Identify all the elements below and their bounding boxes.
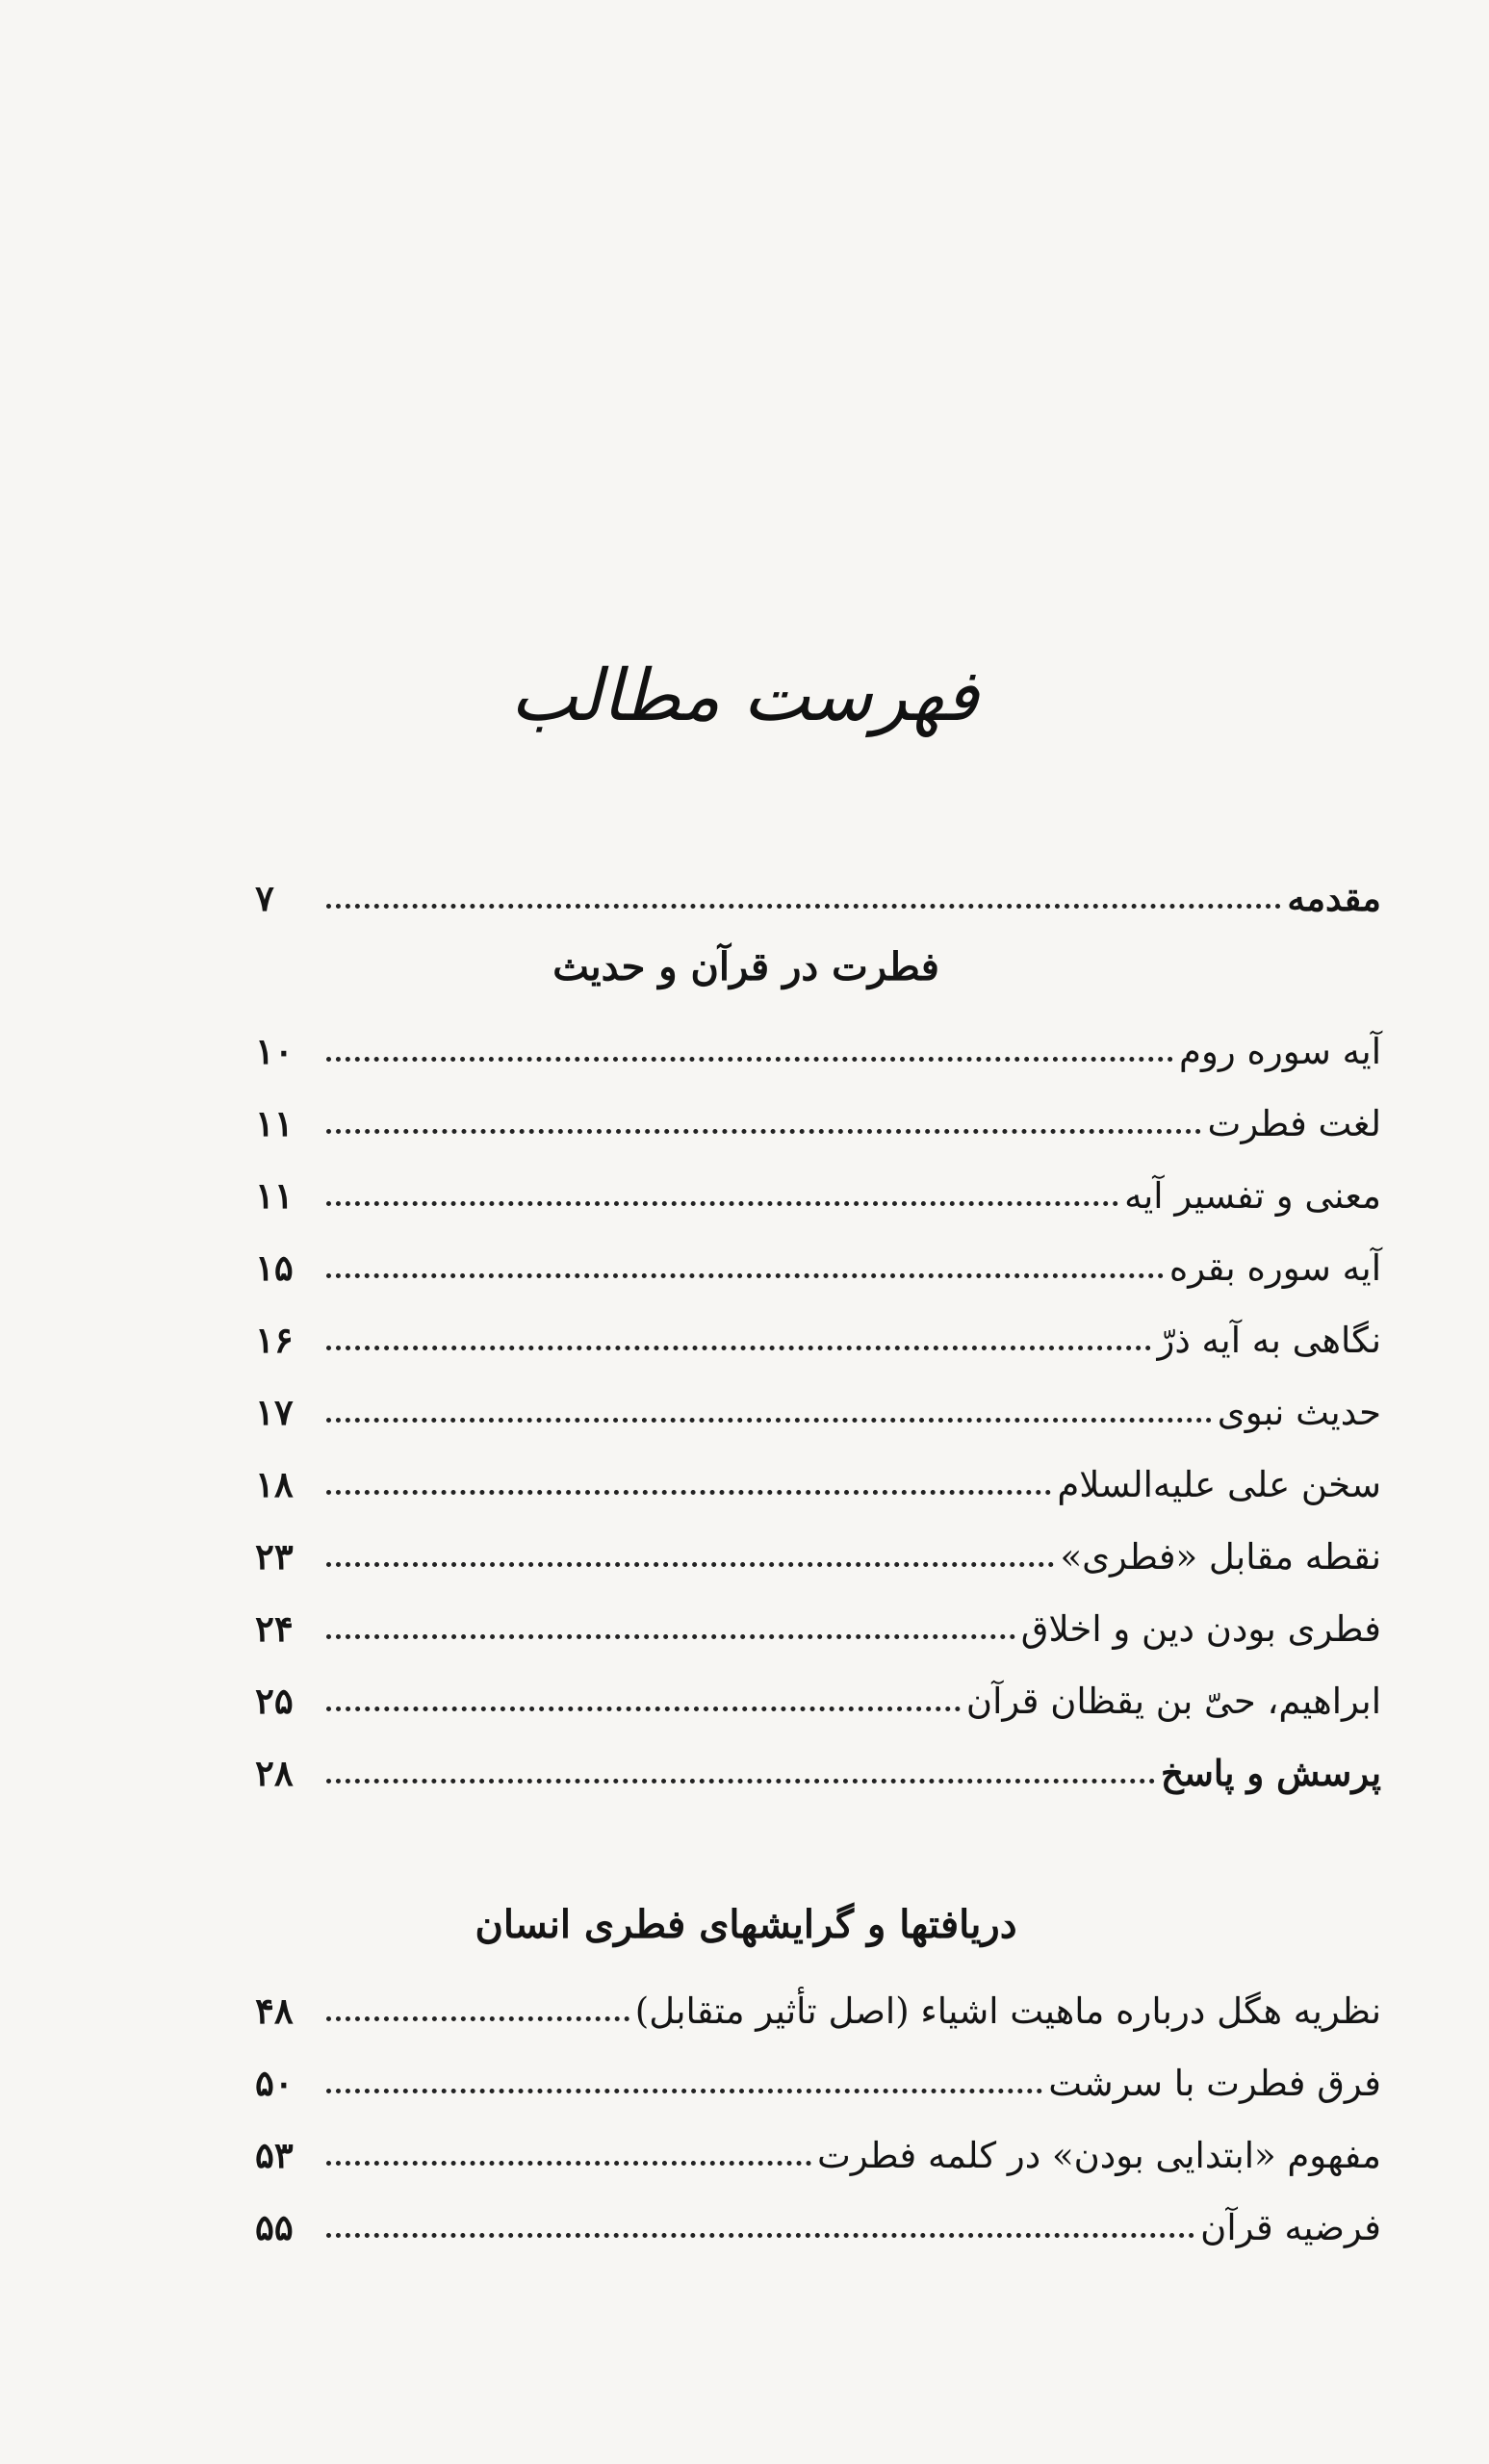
section-entries (255, 1960, 1381, 2248)
toc-entry[interactable] (255, 1217, 1381, 1289)
dot-leader (326, 2161, 811, 2166)
toc-entry-page: ۵۰ (255, 2062, 294, 2104)
toc-entry-page: ۱۱ (255, 1102, 294, 1144)
toc-entry-label: نگاهی به آیه ذرّ (1157, 1320, 1381, 1361)
toc-entry[interactable] (255, 2104, 1381, 2176)
toc-entry-page: ۲۸ (255, 1752, 294, 1794)
toc-entry-page: ۲۴ (255, 1607, 294, 1650)
toc-entry[interactable] (255, 1433, 1381, 1505)
toc-entry[interactable] (255, 1072, 1381, 1144)
toc-entry-page: ۲۵ (255, 1680, 294, 1722)
dot-leader (326, 2233, 1194, 2238)
toc-entry[interactable] (255, 2176, 1381, 2248)
toc-entry[interactable] (255, 1650, 1381, 1722)
dot-leader (326, 1418, 1212, 1423)
dot-leader (326, 1346, 1151, 1350)
toc-entry-label: ابراهیم، حیّ بن یقظان قرآن (965, 1681, 1381, 1722)
toc-entry[interactable] (255, 2032, 1381, 2104)
toc-entry[interactable] (255, 1289, 1381, 1361)
toc-entry-label: نظریه هگل درباره ماهیت اشیاء (اصل تأثیر متقابل) (634, 1990, 1381, 2032)
dot-leader (326, 904, 1281, 909)
dot-leader (326, 1779, 1155, 1784)
toc-entry[interactable] (255, 1722, 1381, 1794)
toc-entry-label: پرسش و پاسخ (1161, 1752, 1381, 1794)
toc-entry[interactable] (255, 1578, 1381, 1650)
dot-leader (326, 1490, 1051, 1495)
toc-entry[interactable] (255, 1960, 1381, 2032)
dot-leader (326, 1707, 961, 1711)
dot-leader (326, 1562, 1054, 1567)
toc-entry-label: مفهوم «ابتدایی بودن» در کلمه فطرت (816, 2135, 1381, 2176)
section-heading: فطرت در قرآن و حدیث (552, 944, 939, 989)
toc-entry-page: ۵۵ (255, 2206, 294, 2248)
toc-entry-page: ۷ (255, 877, 274, 919)
section-gap (255, 1794, 1381, 1890)
toc-entry-label: فرضیه قرآن (1200, 2207, 1381, 2248)
toc-entry-label: سخن علی علیه‌السلام (1057, 1464, 1381, 1505)
toc-entry-intro[interactable] (255, 847, 1381, 919)
toc-entry-label: فطری بودن دین و اخلاق (1020, 1608, 1381, 1650)
section-entries (255, 1000, 1381, 1794)
dot-leader (326, 1634, 1015, 1639)
toc-entry[interactable] (255, 1505, 1381, 1578)
toc-entry[interactable] (255, 1000, 1381, 1072)
toc-entry-label: آیه سوره روم (1179, 1031, 1381, 1072)
toc-entry-page: ۱۸ (255, 1463, 294, 1505)
toc-entry-label: لغت فطرت (1207, 1103, 1381, 1144)
toc-entry-page: ۱۵ (255, 1246, 294, 1289)
toc-entry[interactable] (255, 1144, 1381, 1217)
table-of-contents (255, 847, 1381, 2248)
section-heading: دریافتها و گرایشهای فطری انسان (475, 1902, 1017, 1947)
toc-entry-page: ۲۳ (255, 1535, 294, 1578)
toc-entry-page: ۱۰ (255, 1030, 294, 1072)
toc-entry[interactable] (255, 1361, 1381, 1433)
toc-entry-label: فرق فطرت با سرشت (1048, 2063, 1381, 2104)
dot-leader (326, 1201, 1118, 1206)
dot-leader (326, 1057, 1173, 1062)
toc-entry-label: نقطه مقابل «فطری» (1060, 1536, 1381, 1578)
toc-entry-page: ۱۱ (255, 1174, 294, 1217)
toc-entry-page: ۵۳ (255, 2134, 294, 2176)
toc-entry-page: ۱۶ (255, 1319, 294, 1361)
toc-entry-page: ۱۷ (255, 1391, 294, 1433)
toc-entry-label: حدیث نبوی (1217, 1392, 1381, 1433)
dot-leader (326, 2089, 1042, 2093)
toc-entry-label: معنی و تفسیر آیه (1124, 1175, 1381, 1217)
toc-entry-label: مقدمه (1287, 877, 1381, 919)
toc-entry-label: آیه سوره بقره (1168, 1247, 1381, 1289)
toc-entry-page: ۴۸ (255, 1989, 294, 2032)
dot-leader (326, 2016, 629, 2021)
dot-leader (326, 1273, 1164, 1278)
dot-leader (326, 1129, 1201, 1134)
page-title: فهرست مطالب (510, 654, 979, 737)
